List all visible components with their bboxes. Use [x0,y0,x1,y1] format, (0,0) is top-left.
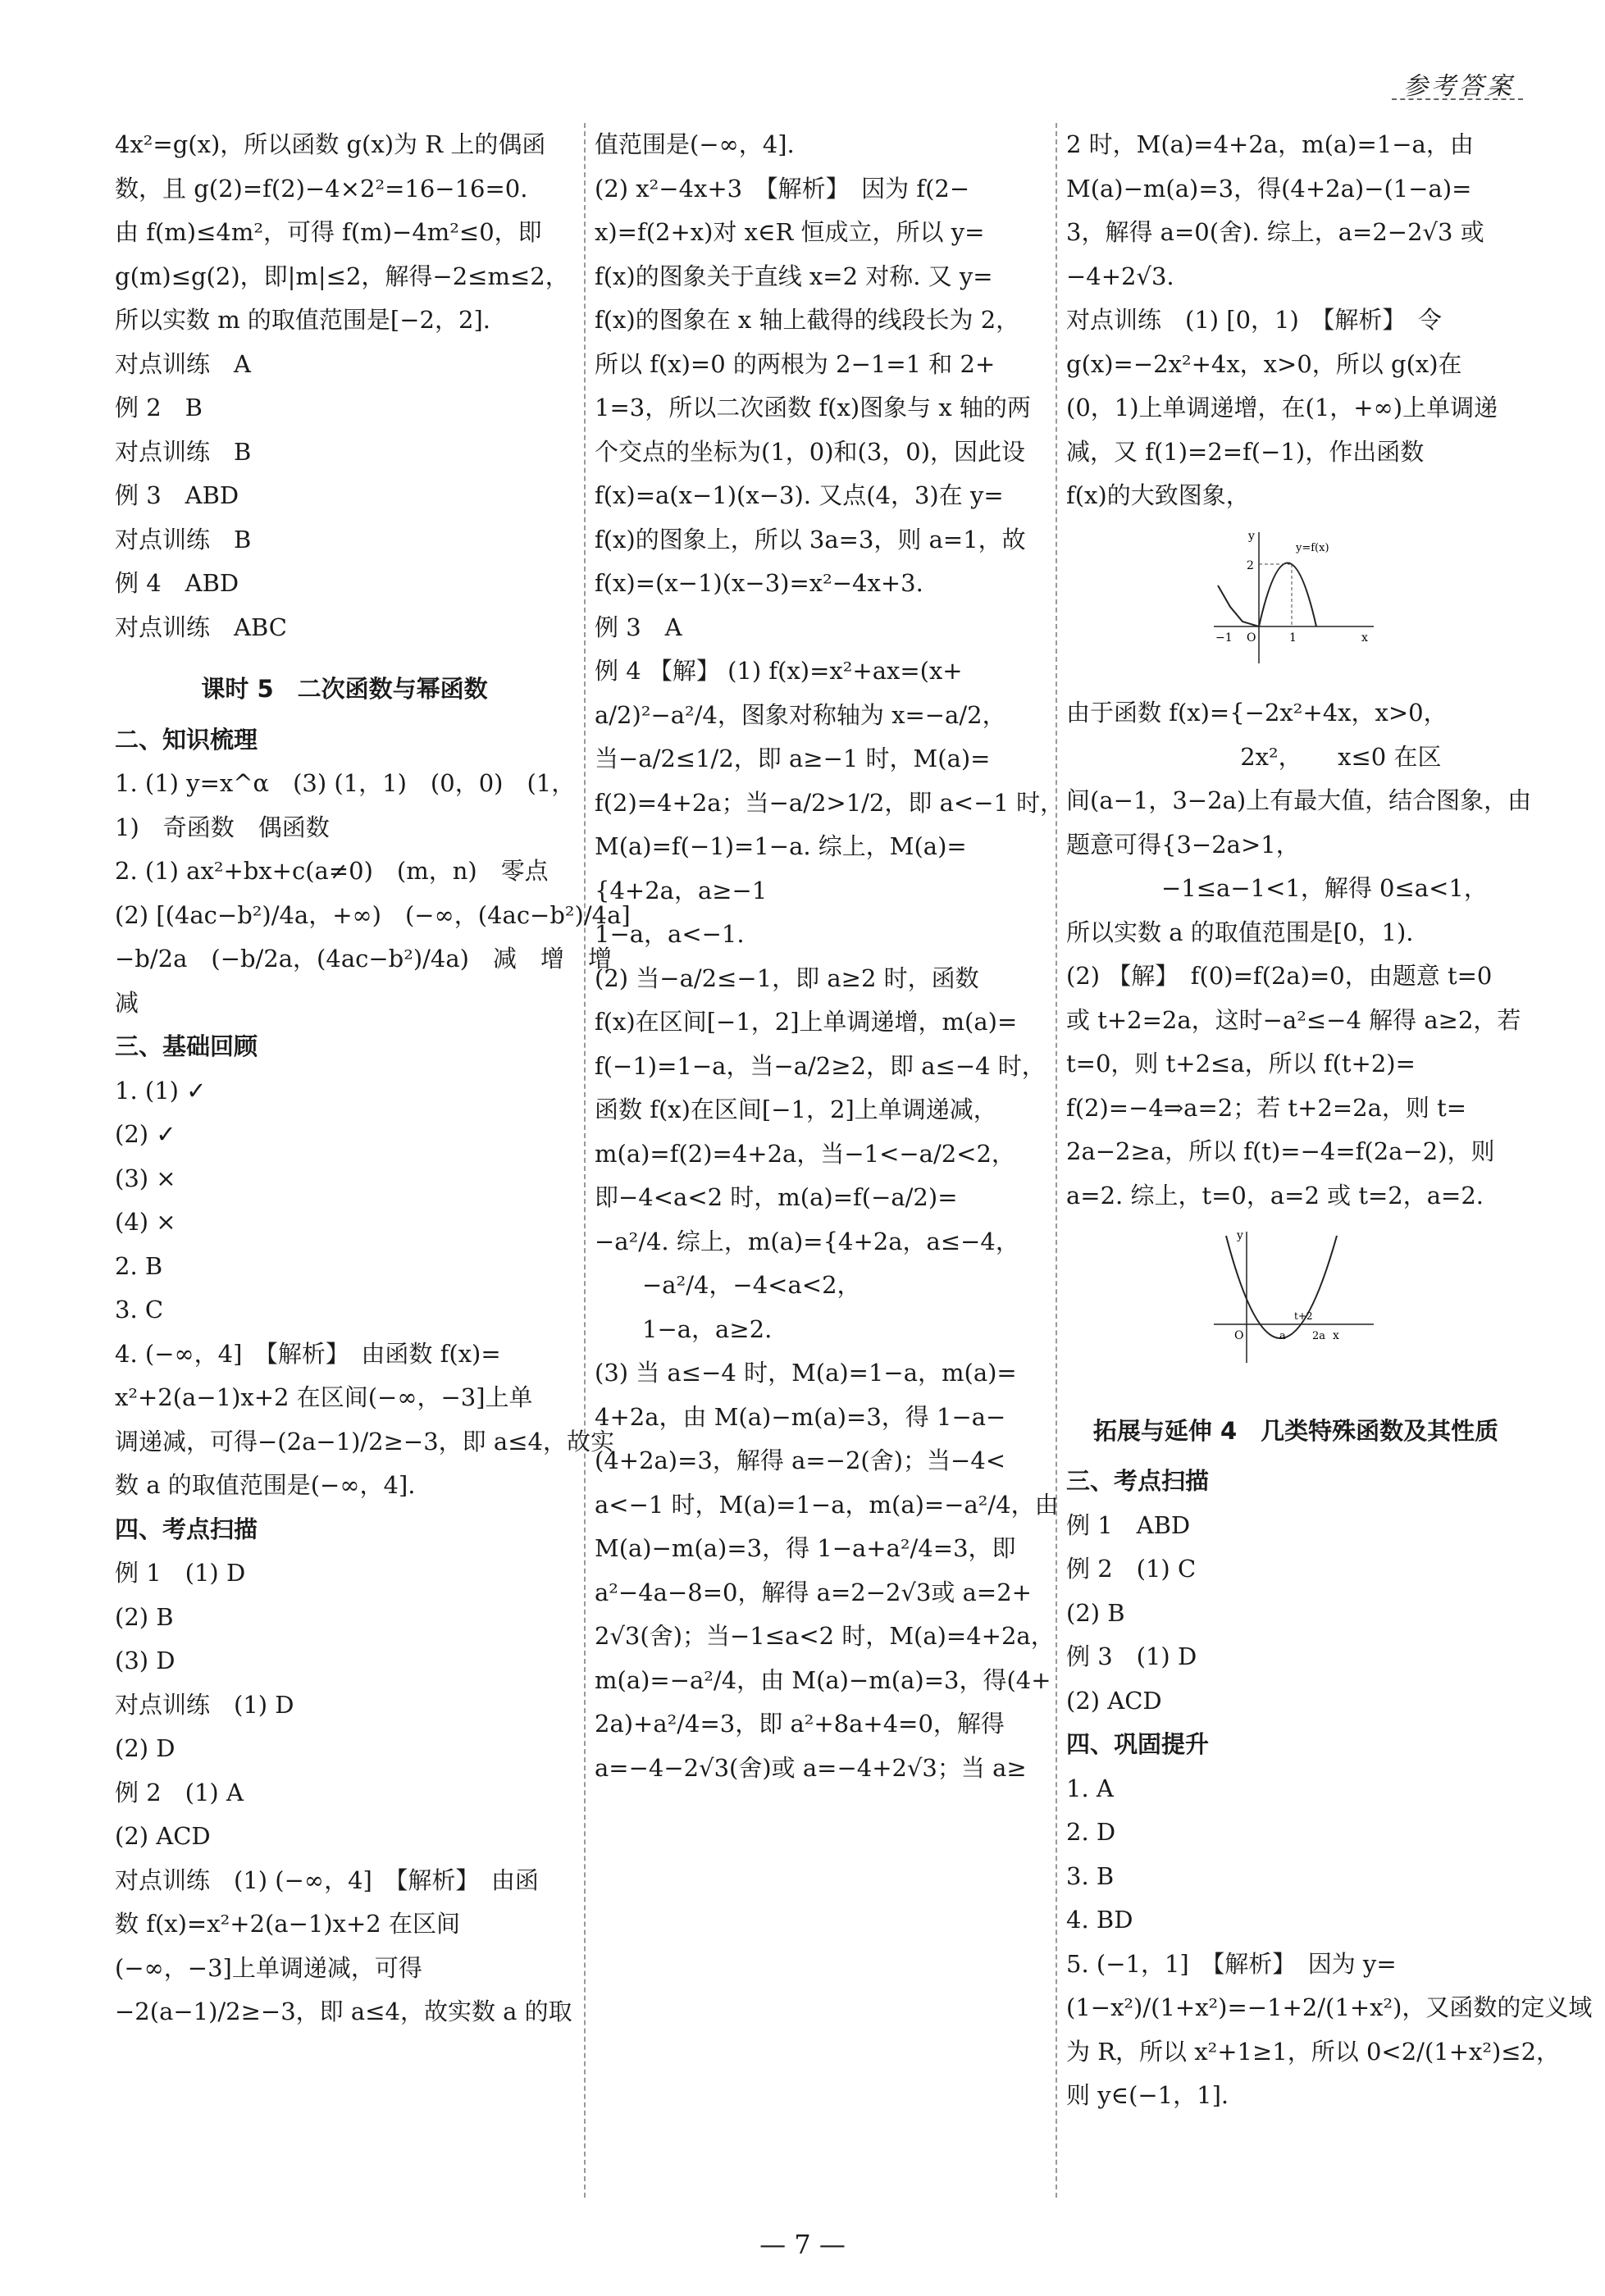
text-line: 1=3，所以二次函数 f(x)图象与 x 轴的两 [595,394,1031,421]
text-line: (−∞，−3]上单调递减，可得 [115,1953,422,1982]
text-line: 对点训练 B [115,525,252,554]
text-line: 四、巩固提升 [1066,1730,1210,1758]
text-line: 课时 5 二次函数与幂函数 [201,675,488,703]
text-line: 2. D [1066,1818,1116,1846]
text-line: −4+2√3. [1066,262,1174,290]
fig2-y-label: y [1237,1229,1243,1242]
answer-column-3 [1066,123,1593,2118]
text-line: 则 y∈(−1，1]. [1066,2081,1229,2109]
text-line: a<−1 时，M(a)=1−a，m(a)=−a²/4，由 [595,1490,1059,1519]
text-line: (3) D [115,1647,176,1674]
fig1-curve-label: y=f(x) [1296,541,1329,554]
text-line: 即−4<a<2 时，m(a)=f(−a/2)= [595,1183,958,1211]
text-line: 3，解得 a=0(舍). 综上，a=2−2√3 或 [1066,218,1484,246]
text-line: −a²/4，−4<a<2， [595,1271,861,1299]
text-line: 1. (1) y=x^α (3) (1，1) (0，0) (1， [115,769,576,797]
text-line: 对点训练 ABC [115,613,287,641]
text-line: 4. BD [1066,1906,1133,1934]
text-line: a=2. 综上，t=0，a=2 或 t=2，a=2. [1066,1181,1484,1210]
text-line: 二、知识梳理 [115,725,258,754]
text-line: 或 t+2=2a，这时−a²≤−4 解得 a≥2，若 [1066,1005,1521,1034]
text-line: 5. (−1，1] 【解析】 因为 y= [1066,1949,1397,1978]
fig2-label-t2: t+2 [1294,1310,1313,1322]
text-line: (3) × [115,1164,176,1192]
fig2-origin: O [1234,1329,1244,1342]
text-line: 2x²， x≤0 在区 [1066,742,1442,771]
text-line: (2) D [115,1734,176,1762]
fig2-x-label: x [1333,1329,1339,1342]
text-line: f(x)的图象关于直线 x=2 对称. 又 y= [595,262,993,290]
text-line: 所以 f(x)=0 的两根为 2−1=1 和 2+ [595,349,996,378]
fig1-tick-2: 2 [1247,558,1254,572]
fig2-label-2a: 2a [1312,1330,1326,1342]
fig1-y-label: y [1248,529,1255,543]
text-line: {4+2a，a≥−1 [595,876,768,904]
text-line: 三、基础回顾 [115,1032,258,1060]
text-line: 对点训练 A [115,349,251,378]
text-line: (4+2a)=3，解得 a=−2(舍)；当−4< [595,1446,1006,1474]
text-line: (2) ACD [115,1822,211,1850]
parabola-graph-figure [1214,1228,1378,1367]
text-line: 减 [115,988,139,1017]
text-line: 对点训练 (1) D [115,1690,294,1719]
text-line: (4) × [115,1208,176,1236]
text-line: 1) 奇函数 偶函数 [115,813,330,841]
header-rule [1392,98,1523,100]
text-line: x)=f(2+x)对 x∈R 恒成立，所以 y= [595,218,985,246]
text-line: 对点训练 B [115,437,252,466]
text-line: 4x²=g(x)，所以函数 g(x)为 R 上的偶函 [115,130,546,158]
text-line: 减，又 f(1)=2=f(−1)，作出函数 [1066,437,1425,466]
text-line: (2) B [1066,1598,1125,1627]
text-line: 对点训练 (1) (−∞，4] 【解析】 由函 [115,1866,539,1894]
text-line: 三、考点扫描 [1066,1467,1210,1495]
answer-column-2 [595,123,1065,1790]
text-line: 2 时，M(a)=4+2a，m(a)=1−a，由 [1066,130,1474,158]
text-line: 1−a，a≥2. [595,1314,773,1343]
text-line: 例 3 ABD [115,481,239,509]
text-line: 例 4 【解】 (1) f(x)=x²+ax=(x+ [595,657,963,685]
text-line: 值范围是(−∞，4]. [595,130,795,158]
text-line: a/2)²−a²/4，图象对称轴为 x=−a/2， [595,700,1006,729]
text-line: 拓展与延伸 4 几类特殊函数及其性质 [1092,1416,1499,1445]
text-line: (2) ACD [1066,1686,1162,1715]
text-line: 当−a/2≤1/2，即 a≥−1 时，M(a)= [595,745,991,772]
text-line: −a²/4. 综上，m(a)={4+2a，a≤−4， [595,1227,1019,1255]
text-line: 3. C [115,1296,164,1323]
text-line: t=0，则 t+2≤a，所以 f(t+2)= [1066,1050,1416,1077]
text-line: 例 2 B [115,394,203,421]
text-line: 例 2 (1) C [1066,1555,1197,1583]
text-line: 4+2a，由 M(a)−m(a)=3，得 1−a− [595,1402,1006,1431]
text-line: (2) ✓ [115,1120,176,1148]
text-line: f(x)的图象在 x 轴上截得的线段长为 2， [595,306,1020,334]
text-line: f(2)=4+2a；当−a/2>1/2，即 a<−1 时， [595,788,1065,817]
text-line: −1≤a−1<1，解得 0≤a<1， [1066,874,1488,902]
text-line: 2. B [115,1251,163,1280]
text-line: (1−x²)/(1+x²)=−1+2/(1+x²)，又函数的定义域 [1066,1993,1593,2021]
column-divider [1056,123,1057,2198]
fig1-tick-1: 1 [1289,631,1297,645]
text-line: m(a)=f(2)=4+2a，当−1<−a/2<2， [595,1139,1015,1168]
text-line: f(x)=(x−1)(x−3)=x²−4x+3. [595,569,923,597]
text-line: 例 1 (1) D [115,1559,246,1587]
text-line: 1−a，a<−1. [595,920,745,948]
text-line: 例 4 ABD [115,569,239,597]
text-line: m(a)=−a²/4，由 M(a)−m(a)=3，得(4+ [595,1665,1051,1694]
text-line: 2√3(舍)；当−1≤a<2 时，M(a)=4+2a， [595,1622,1055,1650]
text-line: 例 3 A [595,613,682,641]
text-line: 例 1 ABD [1066,1510,1191,1539]
page-number: — 7 — [759,2229,846,2260]
text-line: f(x)的图象上，所以 3a=3，则 a=1，故 [595,525,1026,554]
text-line: (2) x²−4x+3 【解析】 因为 f(2− [595,174,970,203]
text-line: −2(a−1)/2≥−3，即 a≤4，故实数 a 的取 [115,1998,572,2025]
text-line: a²−4a−8=0，解得 a=2−2√3或 a=2+ [595,1578,1032,1606]
text-line: 2. (1) ax²+bx+c(a≠0) (m，n) 零点 [115,857,549,885]
text-line: 为 R，所以 x²+1≥1，所以 0<2/(1+x²)≤2， [1066,2037,1561,2066]
text-line: 3. B [1066,1861,1115,1890]
text-line: M(a)−m(a)=3，得 1−a+a²/4=3，即 [595,1534,1016,1562]
text-line: f(x)在区间[−1，2]上单调递增，m(a)= [595,1008,1018,1036]
fig1-tick-neg1: −1 [1215,631,1233,645]
text-line: 题意可得{3−2a>1， [1066,830,1300,859]
function-graph-figure [1214,528,1378,667]
fig1-origin: O [1247,631,1256,645]
text-line: 1. A [1066,1774,1114,1802]
text-line: 四、考点扫描 [115,1515,258,1543]
text-line: f(−1)=1−a，当−a/2≥2，即 a≤−4 时， [595,1051,1046,1080]
text-line: (2) B [115,1602,174,1631]
text-line: 例 3 (1) D [1066,1642,1197,1670]
text-line: 所以实数 a 的取值范围是[0，1). [1066,918,1414,946]
fig2-label-a: a [1279,1330,1286,1342]
text-line: g(m)≤g(2)，即|m|≤2，解得−2≤m≤2， [115,262,569,290]
text-line: g(x)=−2x²+4x，x>0，所以 g(x)在 [1066,349,1462,378]
text-line: 数 f(x)=x²+2(a−1)x+2 在区间 [115,1910,460,1938]
text-line: 数 a 的取值范围是(−∞，4]. [115,1471,416,1499]
answer-column-1 [115,123,631,2034]
text-line: (3) 当 a≤−4 时，M(a)=1−a，m(a)= [595,1359,1017,1387]
text-line: (0，1)上单调递增，在(1，+∞)上单调递 [1066,394,1498,421]
text-line: (2) 当−a/2≤−1，即 a≥2 时，函数 [595,963,979,992]
text-line: 间(a−1，3−2a)上有最大值，结合图象，由 [1066,786,1532,814]
text-line: 2a−2≥a，所以 f(t)=−4=f(2a−2)，则 [1066,1137,1495,1165]
text-line: a=−4−2√3(舍)或 a=−4+2√3；当 a≥ [595,1753,1027,1782]
text-line: f(x)=a(x−1)(x−3). 又点(4，3)在 y= [595,481,1004,509]
text-line: 由于函数 f(x)={−2x²+4x，x>0， [1066,699,1448,727]
text-line: 个交点的坐标为(1，0)和(3，0)，因此设 [595,437,1026,466]
text-line: f(x)的大致图象， [1066,481,1250,509]
text-line: M(a)=f(−1)=1−a. 综上，M(a)= [595,832,967,860]
column-divider [584,123,586,2198]
text-line: 2a)+a²/4=3，即 a²+8a+4=0，解得 [595,1710,1005,1738]
text-line: 1. (1) ✓ [115,1076,207,1105]
text-line: 4. (−∞，4] 【解析】 由函数 f(x)= [115,1339,501,1368]
text-line: (2) 【解】 f(0)=f(2a)=0，由题意 t=0 [1066,962,1493,990]
text-line: x²+2(a−1)x+2 在区间(−∞，−3]上单 [115,1383,533,1411]
text-line: −b/2a (−b/2a，(4ac−b²)/4a) 减 增 增 [115,945,612,973]
page-header-title: 参考答案 [1403,72,1515,101]
text-line: 对点训练 (1) [0，1) 【解析】 令 [1066,306,1442,334]
text-line: 数，且 g(2)=f(2)−4×2²=16−16=0. [115,174,528,203]
text-line: M(a)−m(a)=3，得(4+2a)−(1−a)= [1066,174,1472,203]
text-line: 调递减，可得−(2a−1)/2≥−3，即 a≤4，故实 [115,1427,614,1456]
text-line: f(2)=−4⇒a=2；若 t+2=2a，则 t= [1066,1093,1467,1122]
text-line: 所以实数 m 的取值范围是[−2，2]. [115,306,490,334]
text-line: 由 f(m)≤4m²，可得 f(m)−4m²≤0，即 [115,218,542,246]
text-line: 函数 f(x)在区间[−1，2]上单调递减， [595,1096,997,1123]
text-line: 例 2 (1) A [115,1778,244,1806]
text-line: (2) [(4ac−b²)/4a，+∞) (−∞，(4ac−b²)/4a] [115,900,631,929]
fig1-x-label: x [1361,631,1368,645]
